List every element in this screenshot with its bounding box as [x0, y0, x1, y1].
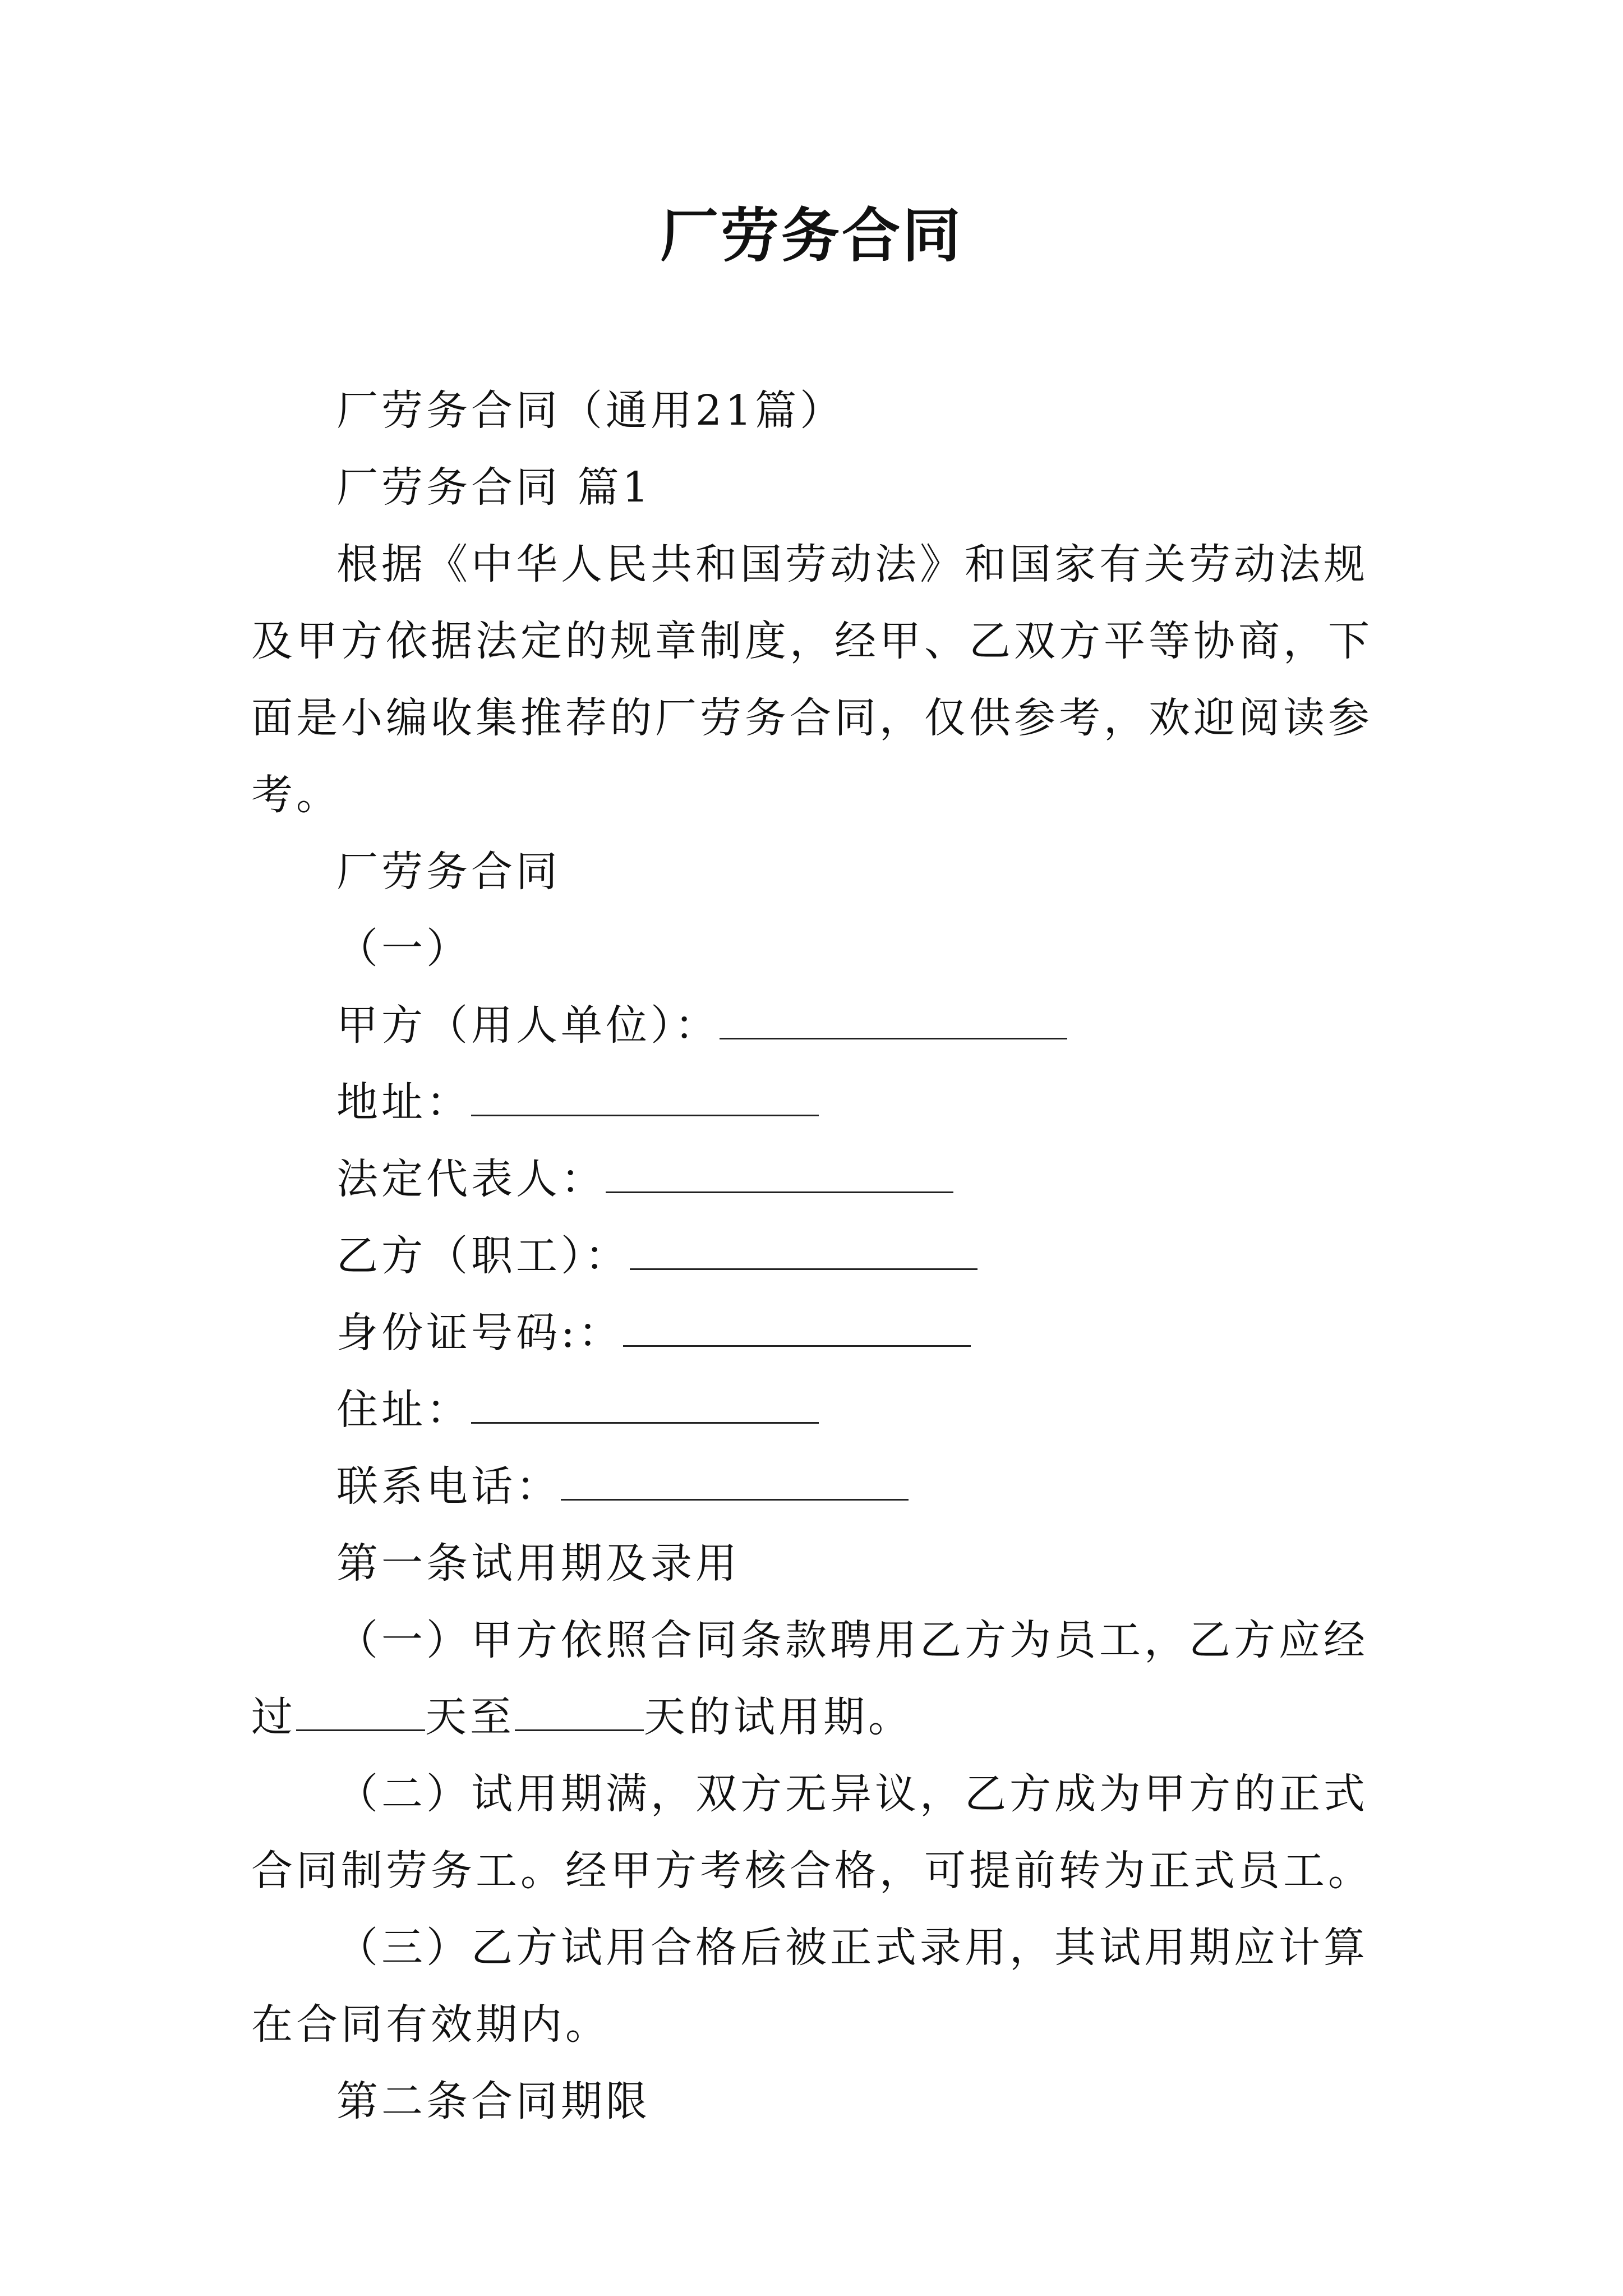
phone-label: 联系电话：	[336, 1462, 561, 1511]
article-1-item-2: （二）试用期满，双方无异议，乙方成为甲方的正式合同制劳务工。经甲方考核合格，可提前转为正式员工。	[251, 1770, 1373, 1895]
trial-start-blank	[296, 1698, 425, 1731]
party-b-label: 乙方（职工）：	[336, 1232, 630, 1280]
legal-rep-label: 法定代表人：	[336, 1155, 606, 1203]
section-heading: 厂劳务合同	[336, 848, 561, 896]
subtitle-line: 厂劳务合同（通用21篇）	[336, 386, 845, 435]
residence-line	[251, 1372, 1390, 1448]
party-b-line	[251, 1218, 1390, 1295]
party-a-label: 甲方（用人单位）：	[336, 1001, 720, 1050]
article-2-title: 第二条合同期限	[336, 2077, 651, 2125]
id-number-blank	[623, 1314, 971, 1347]
article-1-item-1	[251, 1602, 1390, 1756]
party-a-line	[251, 987, 1390, 1064]
article-1-item-1-text-c: 天的试用期。	[644, 1693, 913, 1741]
document-body	[251, 372, 1390, 2140]
party-b-blank	[630, 1237, 978, 1270]
residence-blank	[471, 1391, 819, 1424]
id-number-line	[251, 1295, 1390, 1372]
address-blank	[471, 1083, 819, 1116]
article-1-item-1-text-b: 天至	[425, 1693, 515, 1741]
party-a-blank	[720, 1006, 1067, 1039]
address-label: 地址：	[336, 1078, 471, 1126]
article-1-item-3: （三）乙方试用合格后被正式录用，其试用期应计算在合同有效期内。	[251, 1924, 1368, 2049]
article-1-title: 第一条试用期及录用	[336, 1539, 740, 1588]
phone-blank	[561, 1467, 909, 1501]
intro-paragraph: 根据《中华人民共和国劳动法》和国家有关劳动法规及甲方依据法定的规章制度，经甲、乙双方平等协商，下面是小编收集推荐的厂劳务合同，仅供参考，欢迎阅读参考。	[251, 540, 1373, 819]
article-1-item-1-text-a: （一）甲方依照合同条款聘用乙方为员工，乙方应经过	[251, 1616, 1368, 1741]
section-number: （一）	[336, 924, 471, 973]
legal-rep-blank	[606, 1160, 953, 1193]
chapter-heading: 厂劳务合同 篇1	[336, 463, 652, 512]
residence-label: 住址：	[336, 1386, 471, 1434]
legal-rep-line	[251, 1141, 1390, 1218]
phone-line	[251, 1448, 1390, 1525]
id-number-label: 身份证号码:：	[336, 1309, 623, 1357]
trial-end-blank	[515, 1698, 644, 1731]
document-title: 厂劳务合同	[660, 201, 963, 270]
address-line	[251, 1064, 1390, 1141]
